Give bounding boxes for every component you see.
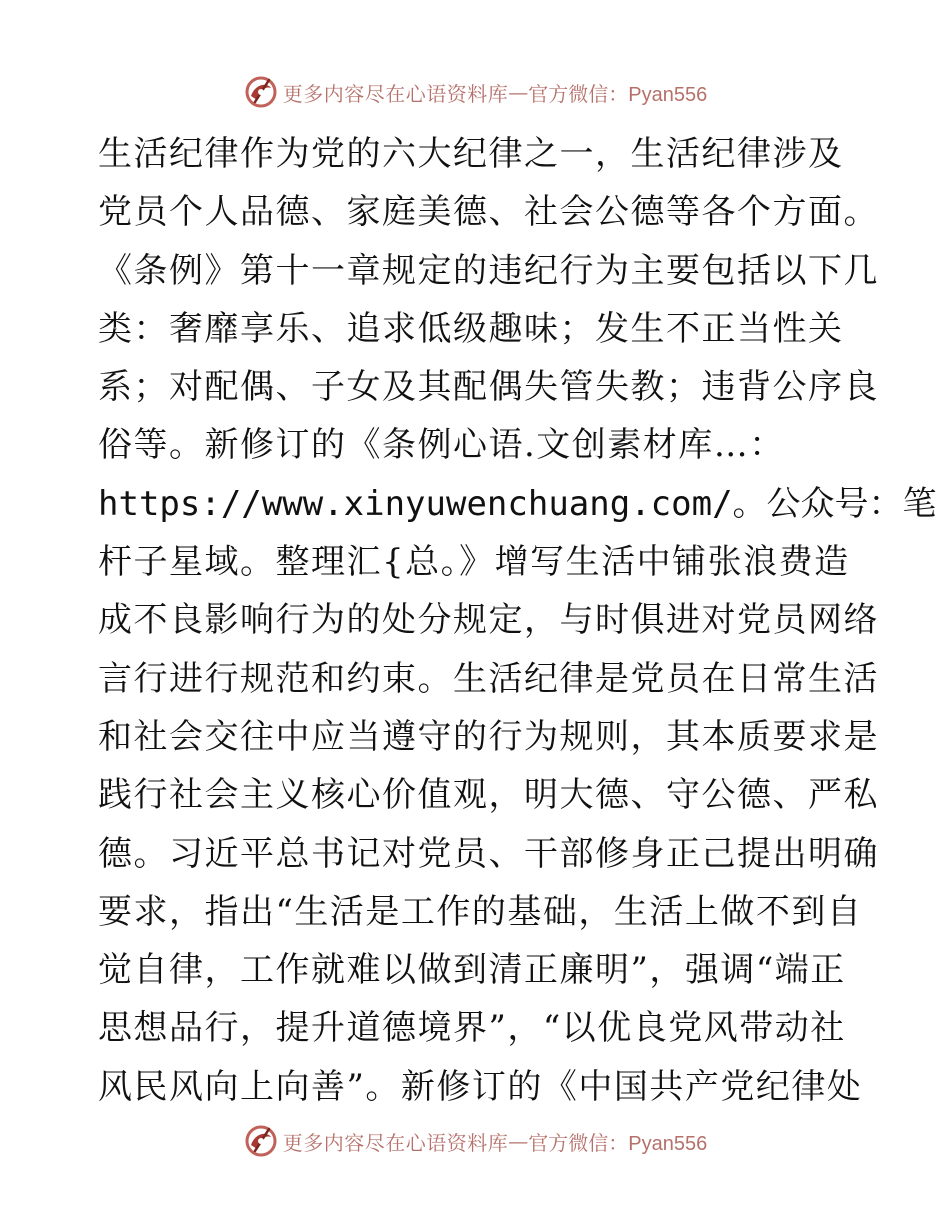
body-line: 杆子星域。整理汇{总。》增写生活中铺张浪费造 (98, 542, 850, 583)
body-line: 言行进行规范和约束。生活纪律是党员在日常生活 (98, 658, 879, 699)
banner-text: 更多内容尽在心语资料库 (282, 81, 509, 106)
swirl-logo-icon (243, 1123, 279, 1159)
body-line: 思想品行，提升道德境界”，“以优良党风带动社 (98, 1008, 846, 1049)
body-line: 成不良影响行为的处分规定，与时俱进对党员网络 (98, 600, 879, 641)
banner-separator: — (508, 80, 529, 104)
body-line: 系；对配偶、子女及其配偶失管失教；违背公序良 (98, 367, 879, 408)
body-line: 俗等。新修订的《条例心语.文创素材库…： (98, 425, 785, 466)
body-line: 要求，指出“生活是工作的基础，生活上做不到自 (98, 891, 863, 932)
banner-wechat: 官方微信：Pyan556 (528, 1132, 708, 1155)
body-line: 风民风向上向善”。新修订的《中国共产党纪律处 (98, 1066, 863, 1107)
banner-wechat: 官方微信：Pyan556 (528, 83, 708, 106)
body-line: 党员个人品德、家庭美德、社会公德等各个方面。 (98, 192, 879, 233)
banner-separator: — (508, 1129, 529, 1153)
body-line: 德。习近平总书记对党员、干部修身正己提出明确 (98, 833, 879, 874)
banner-text: 更多内容尽在心语资料库 (282, 1130, 509, 1155)
body-line: 类：奢靡享乐、追求低级趣味；发生不正当性关 (98, 308, 844, 349)
swirl-logo-icon (243, 74, 279, 110)
document-body (98, 125, 937, 1116)
body-line: 《条例》第十一章规定的违纪行为主要包括以下几 (98, 250, 879, 291)
body-line: 践行社会主义核心价值观，明大德、守公德、严私 (98, 775, 879, 816)
footer-banner (0, 1121, 950, 1161)
body-line-url: https://www.xinyuwenchuang.com/。公众号：笔 (98, 483, 937, 524)
body-line: 和社会交往中应当遵守的行为规则，其本质要求是 (98, 716, 879, 757)
body-line: 觉自律，工作就难以做到清正廉明”，强调“端正 (98, 950, 846, 991)
header-banner (0, 72, 950, 112)
body-line: 生活纪律作为党的六大纪律之一，生活纪律涉及 (98, 134, 844, 174)
